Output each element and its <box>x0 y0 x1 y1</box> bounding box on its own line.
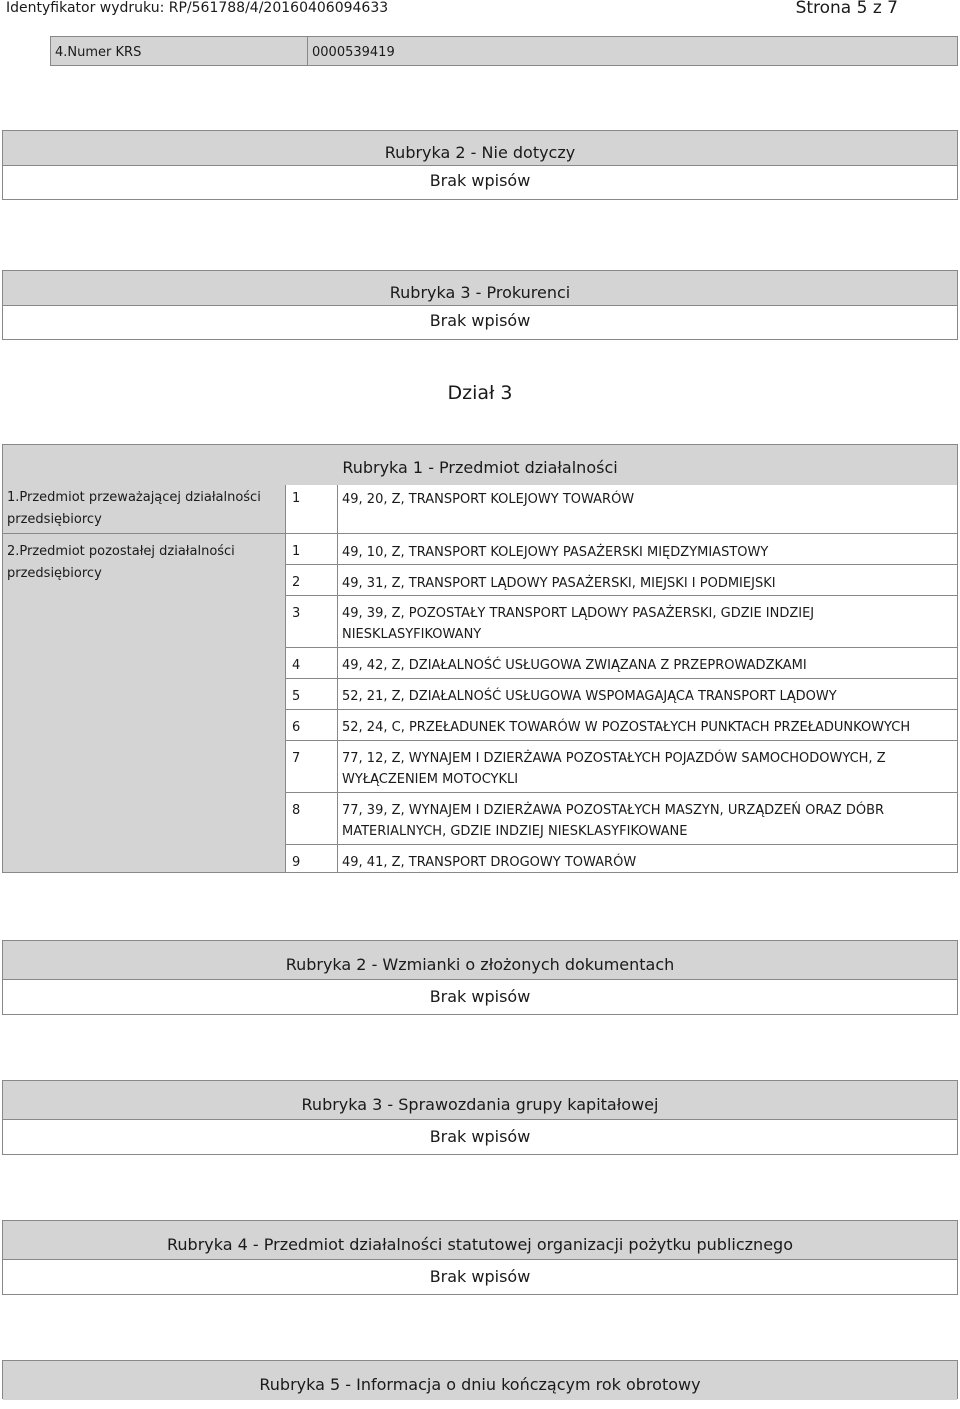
activity-table <box>2 444 958 873</box>
other-activity-num: 2 <box>292 575 301 590</box>
main-activity-text: 49, 20, Z, TRANSPORT KOLEJOWY TOWARÓW <box>342 492 635 507</box>
section-rubryka-2-nie-dotyczy <box>2 130 958 200</box>
other-activity-text: 49, 31, Z, TRANSPORT LĄDOWY PASAŻERSKI, MIEJSKI I PODMIEJSKI <box>342 576 776 591</box>
section-body: Brak wpisów <box>429 1127 531 1146</box>
other-activity-text: 77, 12, Z, WYNAJEM I DZIERŻAWA POZOSTAŁYCH POJAZDÓW SAMOCHODOWYCH, Z WYŁĄCZENIEM MOTOCYKLI <box>342 751 886 787</box>
main-activity-num: 1 <box>292 491 301 506</box>
other-activity-num: 6 <box>292 720 301 735</box>
other-activity-num: 5 <box>292 689 301 704</box>
section-body: Brak wpisów <box>429 987 531 1006</box>
section-body: Brak wpisów <box>429 1267 531 1286</box>
print-identifier: Identyfikator wydruku: RP/561788/4/20160406094633 <box>6 0 389 16</box>
other-activity-num: 3 <box>292 606 301 621</box>
section-rubryka-5-rok-obrotowy <box>2 1360 958 1399</box>
dzial-heading: Dział 3 <box>447 382 513 404</box>
section-title: Rubryka 5 - Informacja o dniu kończącym rok obrotowy <box>3 1361 957 1400</box>
other-activity-text: 77, 39, Z, WYNAJEM I DZIERŻAWA POZOSTAŁYCH MASZYN, URZĄDZEŃ ORAZ DÓBR MATERIALNYCH, GDZIE INDZIEJ NIESKLASYFIKOWANE <box>342 803 885 839</box>
other-activity-text: 49, 39, Z, POZOSTAŁY TRANSPORT LĄDOWY PASAŻERSKI, GDZIE INDZIEJ NIESKLASYFIKOWANY <box>342 606 815 642</box>
other-activity-num: 7 <box>292 751 301 766</box>
section-body: Brak wpisów <box>429 311 531 330</box>
other-activity-label: 2.Przedmiot pozostałej działalności przedsiębiorcy <box>7 544 235 581</box>
section-rubryka-4-opp <box>2 1220 958 1295</box>
krs-label: 4.Numer KRS <box>51 37 308 65</box>
krs-value: 0000539419 <box>308 37 957 65</box>
other-activity-text: 52, 24, C, PRZEŁADUNEK TOWARÓW W POZOSTAŁYCH PUNKTACH PRZEŁADUNKOWYCH <box>342 720 911 735</box>
page-number: Strona 5 z 7 <box>795 0 898 18</box>
section-title: Rubryka 4 - Przedmiot działalności statutowej organizacji pożytku publicznego <box>3 1221 957 1260</box>
section-rubryka-3-prokurenci <box>2 270 958 340</box>
section-body: Brak wpisów <box>429 171 531 190</box>
other-activity-num: 4 <box>292 658 301 673</box>
section-title: Rubryka 3 - Prokurenci <box>3 271 957 306</box>
other-activity-text: 52, 21, Z, DZIAŁALNOŚĆ USŁUGOWA WSPOMAGAJĄCA TRANSPORT LĄDOWY <box>342 689 837 704</box>
section-rubryka-2-wzmianki <box>2 940 958 1015</box>
section-title: Rubryka 3 - Sprawozdania grupy kapitałowej <box>3 1081 957 1120</box>
krs-number-row <box>50 36 958 66</box>
section-rubryka-3-sprawozdania <box>2 1080 958 1155</box>
activity-title: Rubryka 1 - Przedmiot działalności <box>3 445 957 485</box>
section-title: Rubryka 2 - Wzmianki o złożonych dokumentach <box>3 941 957 980</box>
other-activity-num: 1 <box>292 544 301 559</box>
other-activity-text: 49, 41, Z, TRANSPORT DROGOWY TOWARÓW <box>342 855 637 870</box>
main-activity-label: 1.Przedmiot przeważającej działalności przedsiębiorcy <box>7 490 261 527</box>
other-activity-num: 8 <box>292 803 301 818</box>
other-activity-text: 49, 42, Z, DZIAŁALNOŚĆ USŁUGOWA ZWIĄZANA Z PRZEPROWADZKAMI <box>342 658 807 673</box>
other-activity-text: 49, 10, Z, TRANSPORT KOLEJOWY PASAŻERSKI MIĘDZYMIASTOWY <box>342 545 769 560</box>
section-title: Rubryka 2 - Nie dotyczy <box>3 131 957 166</box>
other-activity-num: 9 <box>292 855 301 870</box>
